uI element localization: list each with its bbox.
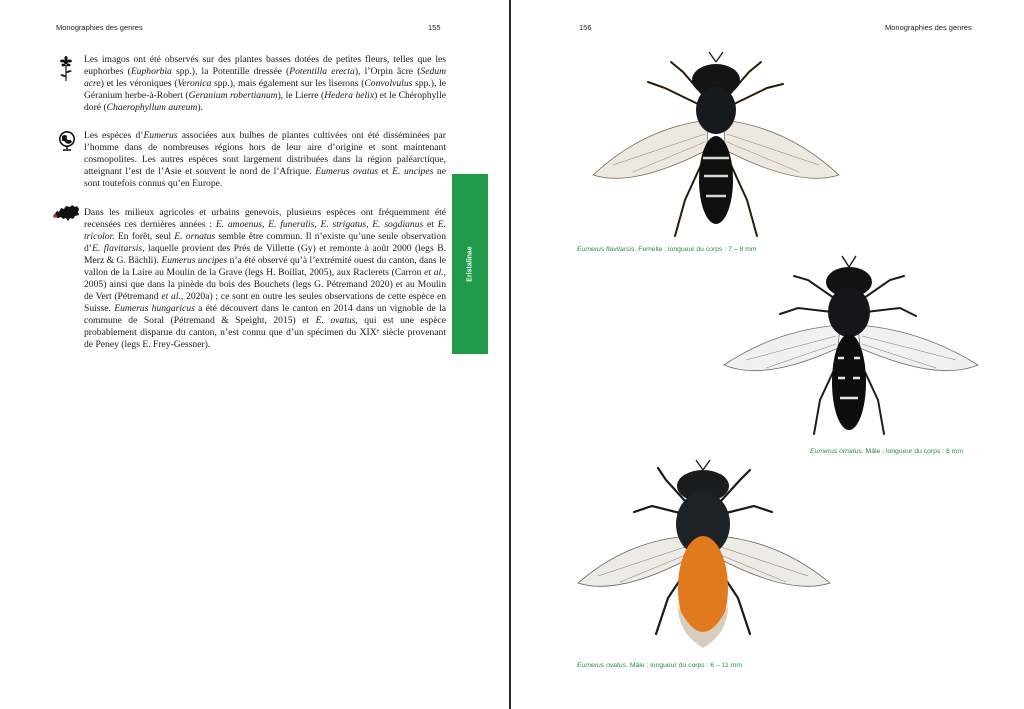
text-run: associées aux bulbes de plantes cultivées ont été disséminées par l’homme dans de nombreuses régions hors de leur aire d’origine et sont maintenant cosmopolites. Les autres espèces sont largement distribuées dans la région paléarctique, atteignant l’est de l’Asie et souvent le nord de l’Afrique. xyxy=(84,130,446,177)
italic-taxon: E. flavitarsis xyxy=(92,243,143,254)
text-run: Dans les milieux agricoles et urbains genevois, plusieurs espèces ont fréquemment été recensées ces dernières années : xyxy=(84,207,446,230)
italic-taxon: Convolvulus xyxy=(364,78,413,89)
italic-taxon: E. ovatus xyxy=(315,315,356,326)
right-page xyxy=(511,0,1024,709)
paragraph-imagos xyxy=(84,54,446,114)
text-run: , 2005) ainsi que dans la pinède du bois des Bouchets (legs G. Pétremand 2020) et au Moulin de Vert (Pétremand xyxy=(84,267,446,302)
left-page xyxy=(0,0,510,709)
running-head-right: Monographies des genres xyxy=(885,23,972,32)
text-run: ), l’Orpin âcre ( xyxy=(354,66,421,77)
italic-taxon: Veronica xyxy=(177,78,212,89)
text-run: spp.), mais également sur les liserons ( xyxy=(211,78,365,89)
italic-taxon: Chaerophyllum aureum xyxy=(106,102,198,113)
text-run: ) et les véroniques ( xyxy=(100,78,178,89)
fly-photo-ornatus xyxy=(716,250,986,440)
text-run: spp.), la Potentille dressée ( xyxy=(171,66,290,77)
side-tab xyxy=(452,174,488,354)
text-run: et xyxy=(378,166,393,177)
italic-taxon: Euphorbia xyxy=(130,66,172,77)
italic-taxon: E. amoenus, E. funeralis, E. strigatus, E. sogdianus xyxy=(215,219,424,230)
text-run: Les imagos ont été observés sur des plantes basses dotées de petites fleurs, telles que les euphorbes ( xyxy=(84,54,446,77)
italic-taxon: et al. xyxy=(424,267,444,278)
fly-photo-flavitarsis xyxy=(573,50,858,240)
italic-taxon: Potentilla erecta xyxy=(289,66,355,77)
italic-taxon: E. uncipes xyxy=(392,166,434,177)
italic-taxon: Hedera helix xyxy=(324,90,375,101)
page-number-left: 155 xyxy=(428,23,441,32)
text-run: , 2020a) ; ce sont en outre les seules observations de cette espèce en Suisse. xyxy=(84,291,447,314)
text-run: Les espèces d’ xyxy=(84,130,144,141)
text-run: ), le Lierre ( xyxy=(277,90,325,101)
text-run: ne sont toutefois connus qu’en Europe. xyxy=(84,166,446,189)
italic-taxon: Sedum acre xyxy=(84,66,446,89)
caption-ovatus: Eumerus ovatus. Mâle ; longueur du corps : 6 – 11 mm xyxy=(577,662,742,669)
text-run: En forêt, seul xyxy=(114,231,175,242)
text-run: semble être commun. Il n’existe qu’une seule observation d’ xyxy=(84,231,446,254)
italic-taxon: E. tricolor. xyxy=(84,219,446,242)
text-run: n’a été observé qu’à l’extrémité ouest du canton, dans le vallon de la Laire au Moulin de la Grave (legs H. Boillat, 2005), aux Raclerets (Carron xyxy=(84,255,446,278)
page-number-right: 156 xyxy=(579,23,592,32)
text-run: ) et le Chérophylle doré ( xyxy=(84,90,447,113)
paragraph-geneva xyxy=(84,207,446,351)
text-run: spp.), le Géranium herbe-à-Robert ( xyxy=(84,78,446,101)
caption-ornatus: Eumerus ornatus. Mâle ; longueur du corps : 8 mm xyxy=(810,448,964,455)
text-run: a été découvert dans le canton en 2014 dans un vignoble de la commune de Soral (Pétremand & Speight, 2015) et xyxy=(84,303,446,326)
text-run: , qui est une espèce probablement disparue du canton, n’est connu que d’un spécimen du XIXᵉ siècle provenant de Peney (legs E. Frey-Gessner). xyxy=(84,315,446,350)
caption-flavitarsis: Eumerus flavitarsis. Femelle ; longueur du corps : 7 – 8 mm xyxy=(577,246,757,253)
text-run: ). xyxy=(197,102,203,113)
paragraph-distribution xyxy=(84,130,446,190)
switzerland-map-icon xyxy=(53,204,80,222)
italic-taxon: et al. xyxy=(161,291,181,302)
italic-taxon: Geranium robertianum xyxy=(188,90,278,101)
flower-icon xyxy=(57,56,75,82)
italic-taxon: E. ornatus xyxy=(174,231,216,242)
fly-photo-ovatus xyxy=(568,458,838,658)
text-run: , laquelle provient des Prés de Villette (Gy) et remonte à août 2000 (legs B. Merz & G. Bächli). xyxy=(84,243,446,266)
running-head-left: Monographies des genres xyxy=(56,23,143,32)
text-run: et xyxy=(423,219,438,230)
side-tab-label: Eristalinae xyxy=(466,246,474,282)
italic-taxon: Eumerus hungaricus xyxy=(114,303,195,314)
italic-taxon: Eumerus uncipes xyxy=(161,255,228,266)
globe-icon xyxy=(58,130,76,152)
italic-taxon: Eumerus xyxy=(143,130,178,141)
italic-taxon: Eumerus ovatus xyxy=(315,166,379,177)
